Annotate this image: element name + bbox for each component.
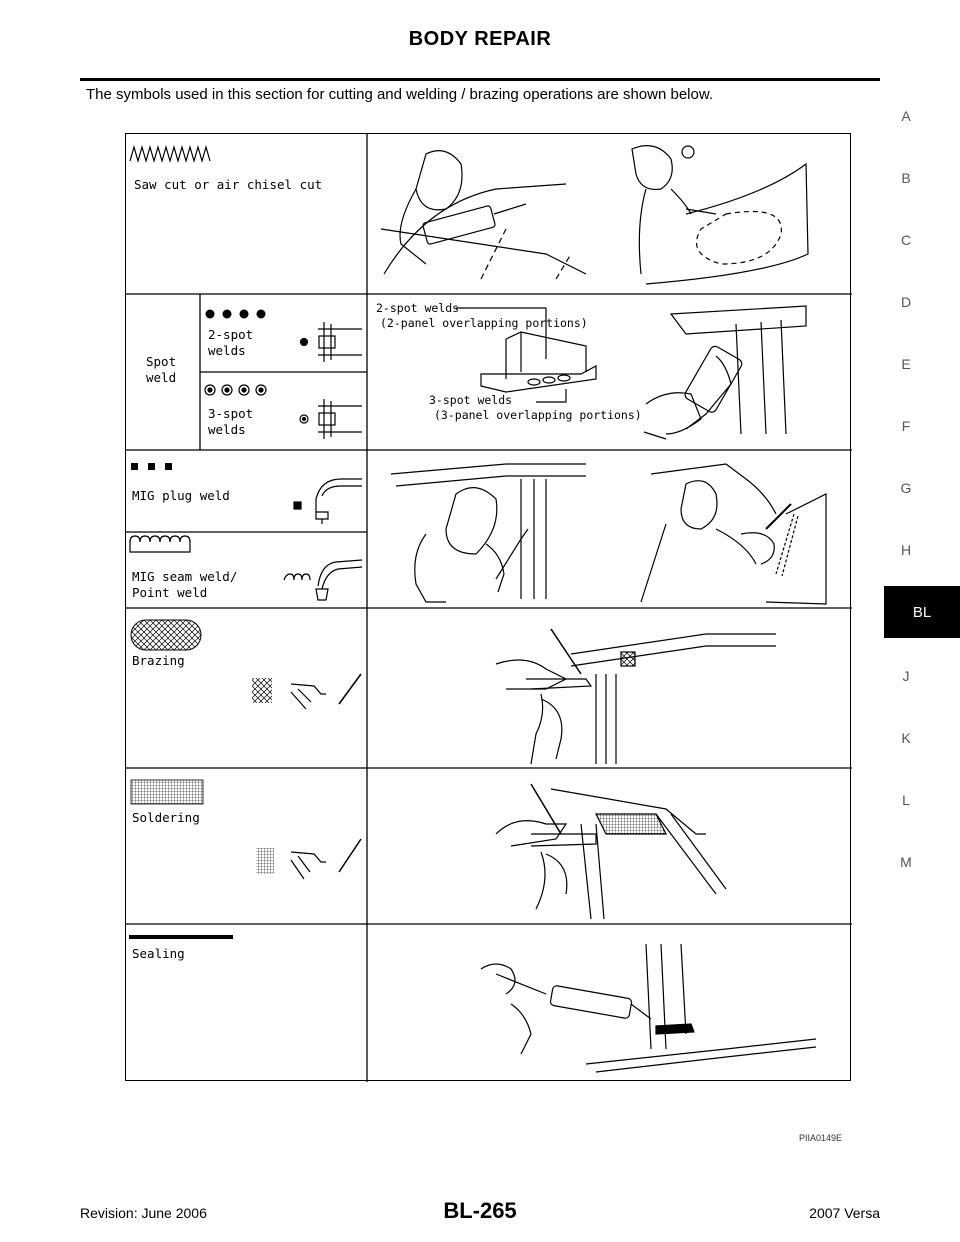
intro-text: The symbols used in this section for cutting and welding / brazing operations are shown below.: [86, 86, 714, 103]
soldering-illustration: [496, 784, 726, 919]
diagram-drawing: [126, 134, 852, 1082]
table-grid: [126, 134, 852, 1082]
label-3-spot-welds: welds: [208, 422, 246, 437]
mig-torch-seam-icon: [284, 560, 362, 600]
spot-welder-2-icon: [301, 322, 363, 362]
footer-model: 2007 Versa: [809, 1205, 880, 1221]
brazing-torch-icon: [252, 674, 361, 709]
section-index-e[interactable]: E: [901, 356, 911, 372]
section-index-m[interactable]: M: [900, 854, 912, 870]
section-index-c[interactable]: C: [900, 232, 912, 248]
section-index-g[interactable]: G: [900, 480, 912, 496]
weld-symbol-diagram: [125, 133, 851, 1081]
label-brazing: Brazing: [132, 653, 185, 668]
sealing-bar-icon: [129, 935, 233, 939]
label-spot: Spot: [146, 354, 177, 369]
label-mig-seam: MIG seam weld/: [132, 569, 238, 584]
mig-weld-illustration: [391, 464, 826, 604]
two-spot-dots-icon: [206, 310, 266, 319]
label-sealing: Sealing: [132, 946, 185, 961]
three-spot-dots-icon: [205, 385, 266, 395]
spot-welder-3-icon: [300, 399, 362, 439]
page-title: BODY REPAIR: [408, 28, 552, 50]
label-saw-cut: Saw cut or air chisel cut: [134, 177, 323, 192]
title-rule: [80, 78, 880, 81]
section-index-b[interactable]: B: [901, 170, 911, 186]
soldering-iron-icon: [256, 839, 361, 879]
section-index-l[interactable]: L: [902, 792, 910, 808]
label-mig-plug: MIG plug weld: [132, 488, 230, 503]
figure-code: PIIA0149E: [798, 1133, 842, 1143]
section-index-d[interactable]: D: [900, 294, 912, 310]
section-index-a[interactable]: A: [901, 108, 911, 124]
callout-3-panel: (3-panel overlapping portions): [434, 408, 642, 422]
section-index-f[interactable]: F: [901, 418, 911, 434]
section-index-k[interactable]: K: [901, 730, 911, 746]
section-index-j[interactable]: J: [902, 668, 910, 684]
mig-torch-plug-icon: [294, 479, 362, 524]
label-2-spot-welds: welds: [208, 343, 246, 358]
label-2-spot: 2-spot: [208, 327, 254, 342]
callout-3-spot-welds: 3-spot welds: [429, 393, 513, 407]
section-tab-bl[interactable]: BL: [884, 586, 960, 638]
label-3-spot: 3-spot: [208, 406, 254, 421]
section-index-h[interactable]: H: [900, 542, 912, 558]
footer-page-number: BL-265: [443, 1198, 517, 1223]
plug-squares-icon: [131, 463, 172, 470]
brazing-hatch-icon: [131, 620, 201, 650]
label-soldering: Soldering: [132, 810, 200, 825]
seam-loops-icon: [130, 536, 190, 552]
soldering-grid-icon: [131, 780, 203, 804]
footer-revision: Revision: June 2006: [80, 1205, 207, 1221]
brazing-illustration: [496, 629, 776, 764]
label-point-weld: Point weld: [132, 585, 208, 600]
callout-2-spot-welds: 2-spot welds: [376, 301, 460, 315]
callout-2-panel: (2-panel overlapping portions): [380, 316, 588, 330]
label-weld: weld: [146, 370, 177, 385]
sealing-illustration: [481, 944, 816, 1072]
saw-cut-illustration: [381, 146, 808, 284]
zigzag-icon: [130, 147, 210, 161]
